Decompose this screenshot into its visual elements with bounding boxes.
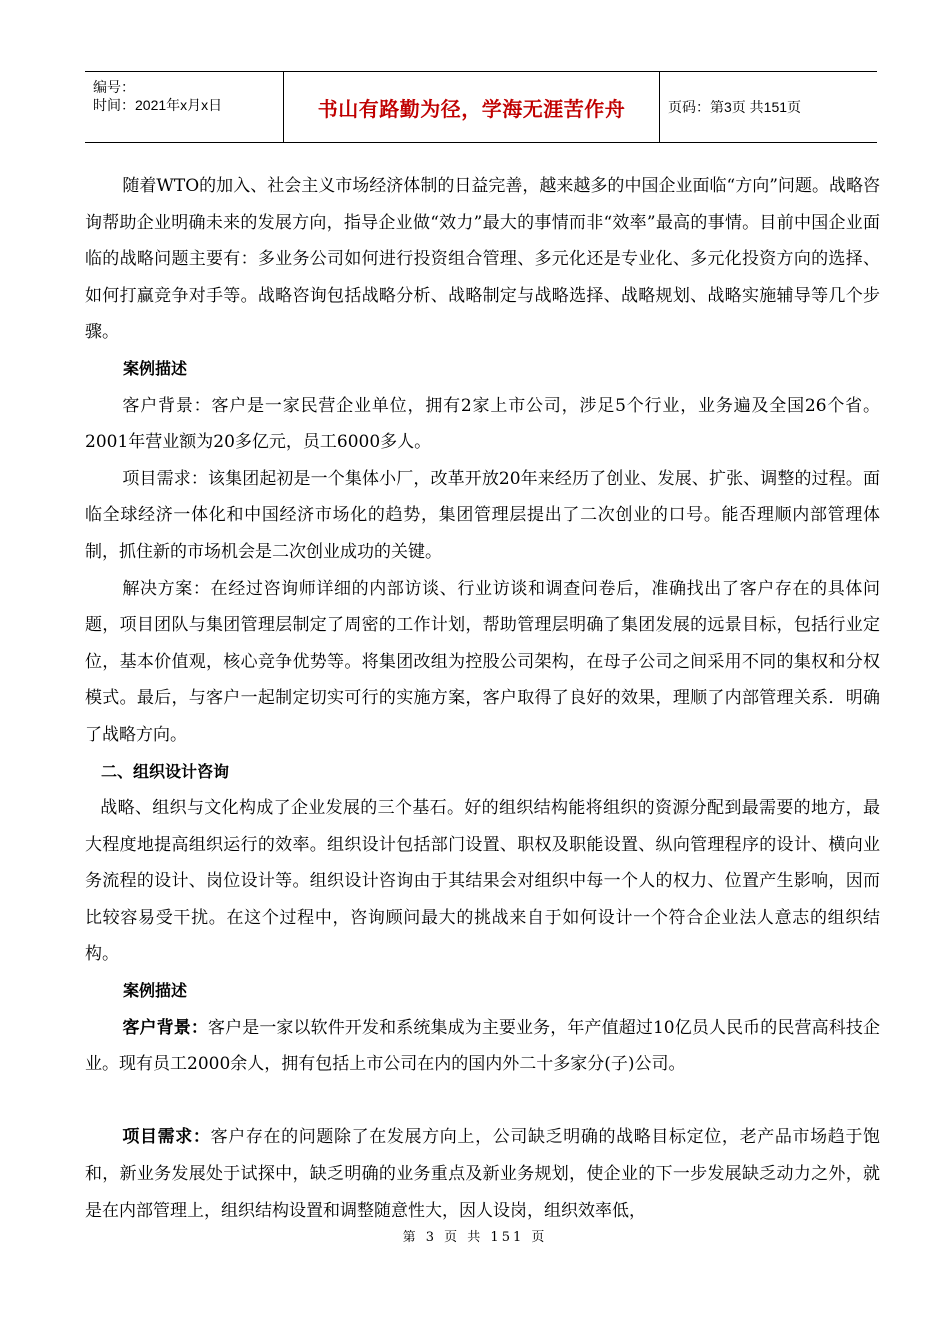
page-header: [85, 71, 877, 143]
header-number: 编号：: [93, 79, 135, 95]
paragraph-text: 客户存在的问题除了在发展方向上，公司缺乏明确的战略目标定位，老产品市场趋于饱和，新业务发展处于试探中，缺乏明确的业务重点及新业务规划，使企业的下一步发展缺乏动力之外，就是在内部管理上，组织结构设置和调整随意性大，因人设岗，组织效率低，: [85, 1127, 881, 1221]
paragraph-text: 客户是一家以软件开发和系统集成为主要业务，年产值超过10亿员人民币的民营高科技企业。现有员工2000余人，拥有包括上市公司在内的国内外二十多家分(子)公司。: [85, 1017, 880, 1075]
case-heading: 案例描述: [123, 358, 188, 378]
case-heading: 案例描述: [123, 981, 188, 1001]
section-heading-org-design: 二、组织设计咨询: [101, 761, 230, 781]
paragraph-project-needs-2: [85, 1119, 880, 1229]
header-time: 时间：2021年x月x日: [93, 97, 223, 113]
paragraph-client-background-2: [85, 1010, 880, 1083]
document-body: [85, 168, 880, 1229]
header-page-info: 页码：第3页 共151页: [668, 99, 802, 115]
paragraph-client-background: 客户背景：客户是一家民营企业单位，拥有2家上市公司，涉足5个行业，业务遍及全国26个省。2001年营业额为20多亿元，员工6000多人。: [85, 395, 880, 453]
header-meta: [85, 72, 283, 142]
paragraph-project-needs: 项目需求：该集团起初是一个集体小厂，改革开放20年来经历了创业、发展、扩张、调整的过程。面临全球经济一体化和中国经济市场化的趋势，集团管理层提出了二次创业的口号。能否理顺内部管理体制，抓住新的市场机会是二次创业成功的关键。: [85, 468, 880, 562]
lead-label: 客户背景：: [122, 1017, 208, 1038]
header-motto: 书山有路勤为径，学海无涯苦作舟: [317, 96, 626, 121]
lead-label: 项目需求：: [122, 1127, 211, 1148]
paragraph-strategy-intro: 随着WTO的加入、社会主义市场经济体制的日益完善，越来越多的中国企业面临“方向”问题。战略咨询帮助企业明确未来的发展方向，指导企业做“效力”最大的事情而非“效率”最高的事情。目前中国企业面临的战略问题主要有：多业务公司如何进行投资组合管理、多元化还是专业化、多元化投资方向的选择、如何打赢竞争对手等。战略咨询包括战略分析、战略制定与战略选择、战略规划、战略实施辅导等几个步骤。: [85, 176, 880, 343]
paragraph-solution: 解决方案：在经过咨询师详细的内部访谈、行业访谈和调查问卷后，准确找出了客户存在的具体问题，项目团队与集团管理层制定了周密的工作计划，帮助管理层明确了集团发展的远景目标，包括行业定位，基本价值观，核心竞争优势等。将集团改组为控股公司架构，在母子公司之间采用不同的集权和分权模式。最后，与客户一起制定切实可行的实施方案，客户取得了良好的效果，理顺了内部管理关系．明确了战略方向。: [85, 578, 880, 745]
header-motto-cell: [283, 72, 660, 142]
paragraph-org-design-intro: 战略、组织与文化构成了企业发展的三个基石。好的组织结构能将组织的资源分配到最需要的地方，最大程度地提高组织运行的效率。组织设计包括部门设置、职权及职能设置、纵向管理程序的设计、横向业务流程的设计、岗位设计等。组织设计咨询由于其结果会对组织中每一个人的权力、位置产生影响，因而比较容易受干扰。在这个过程中，咨询顾问最大的挑战来自于如何设计一个符合企业法人意志的组织结构。: [85, 798, 880, 965]
header-page-info-cell: [660, 72, 877, 142]
page-footer: 第 3 页 共 151 页: [402, 1230, 548, 1245]
blank-line: [85, 1083, 880, 1120]
